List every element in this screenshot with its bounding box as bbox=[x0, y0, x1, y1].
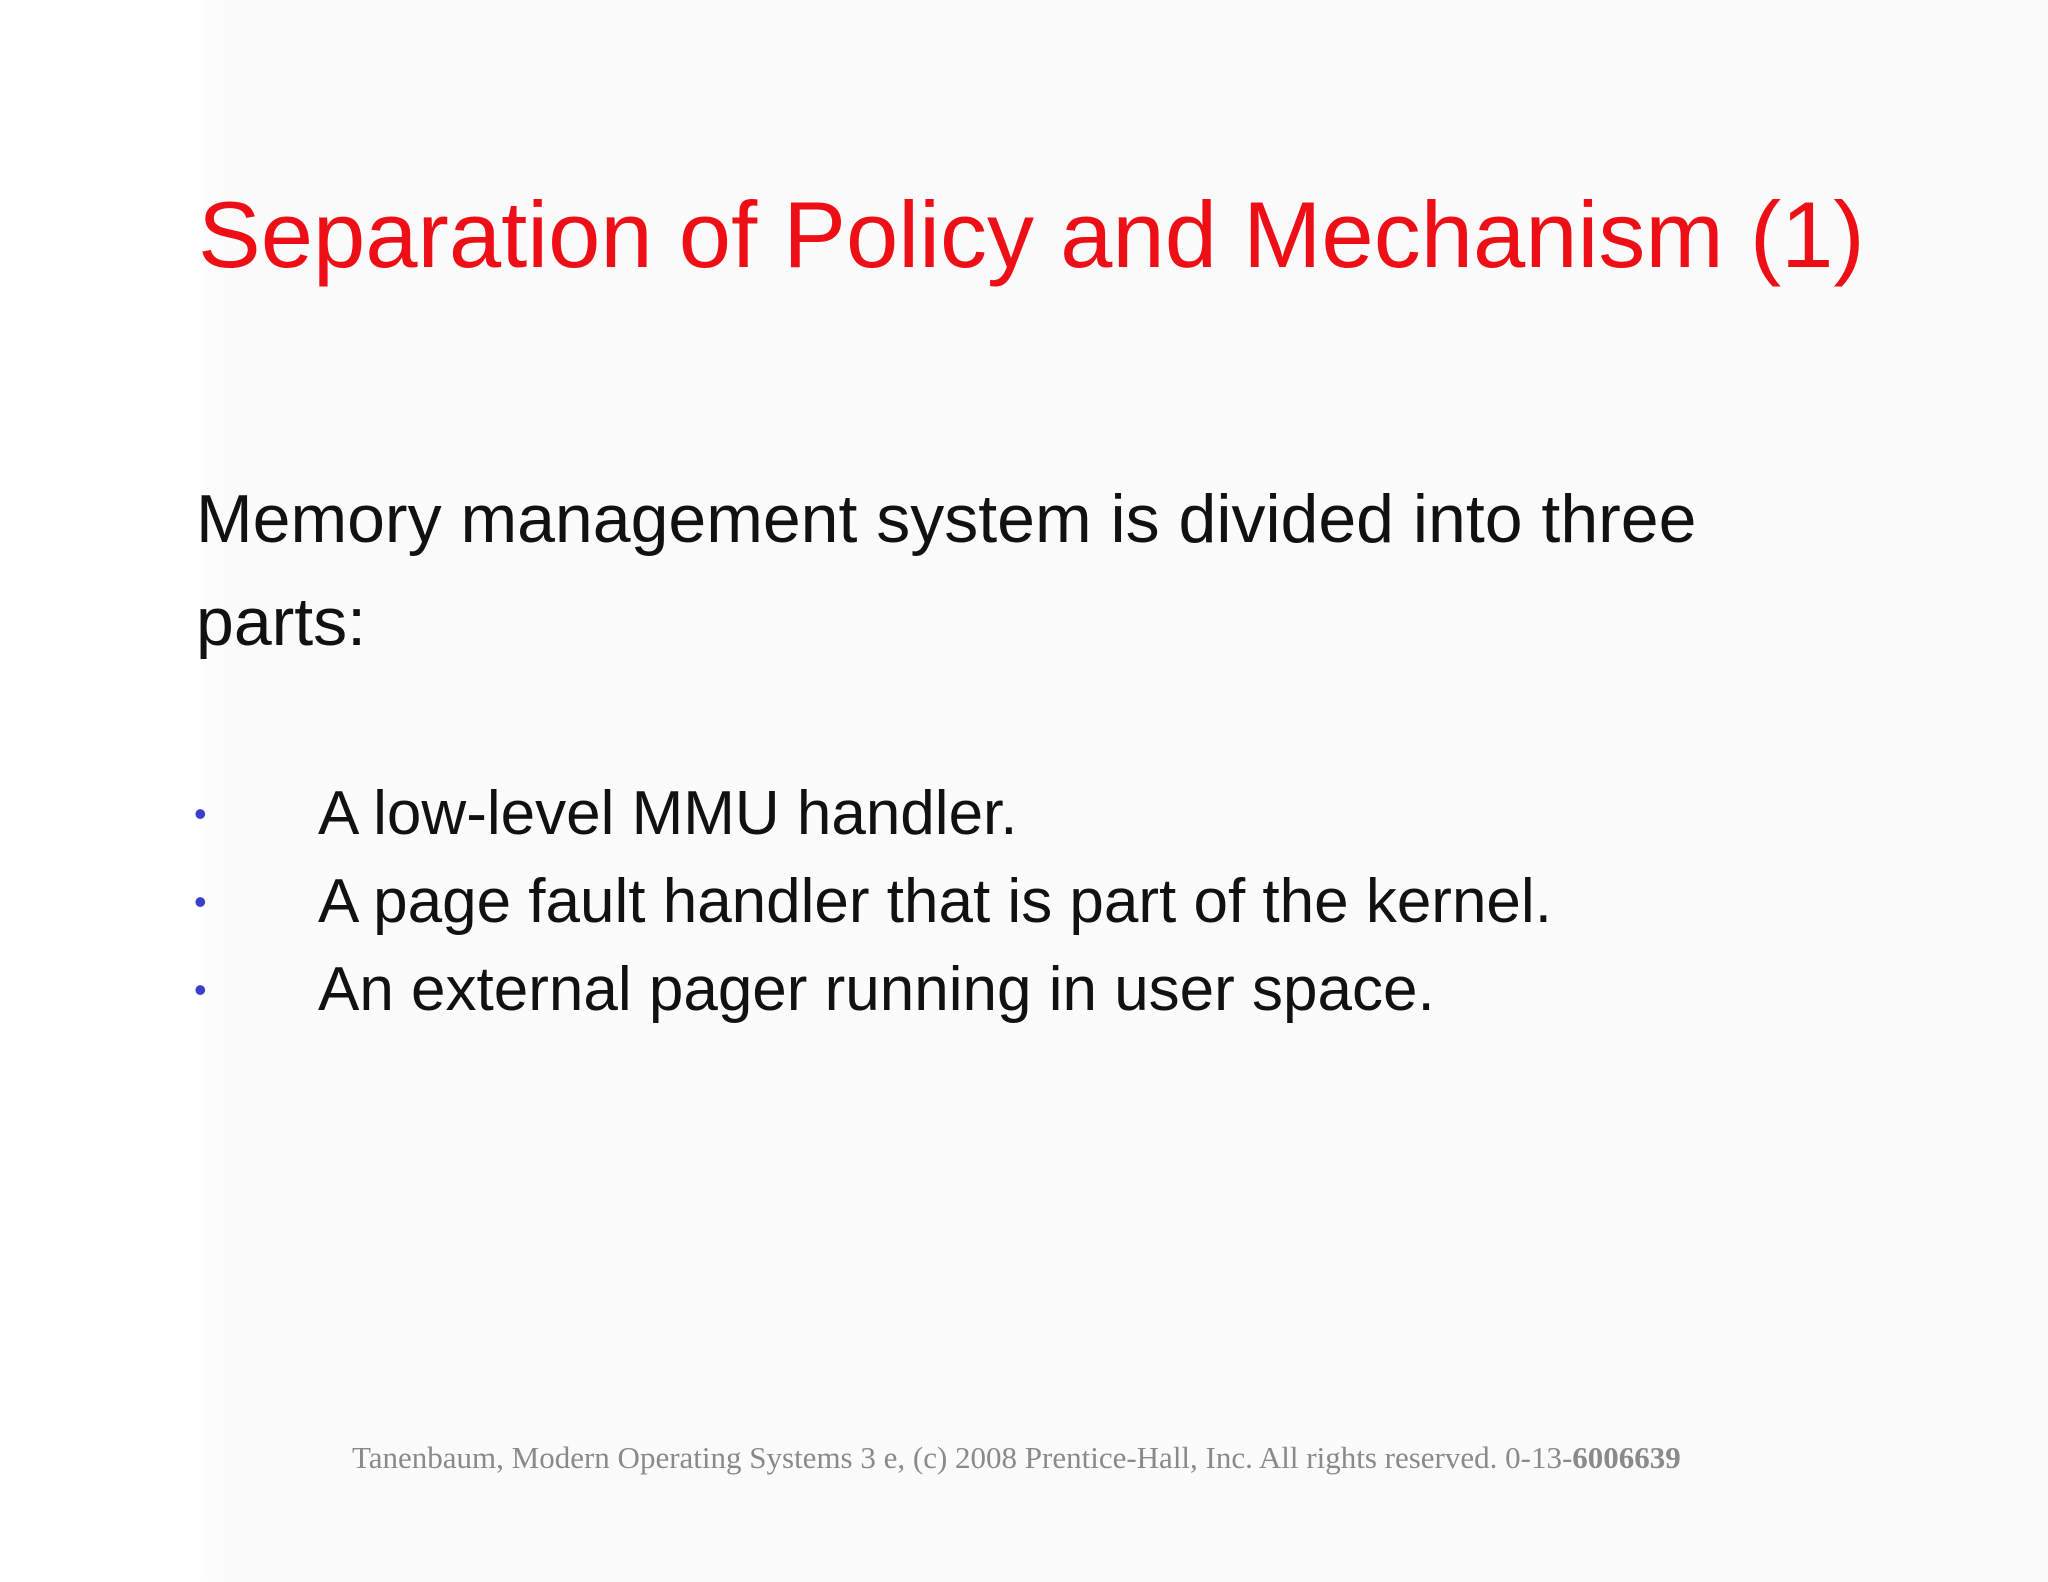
bullet-dot-icon: • bbox=[194, 881, 207, 922]
bullet-text: A page fault handler that is part of the kernel. bbox=[318, 867, 1552, 936]
footer-isbn: 6006639 bbox=[1572, 1440, 1681, 1475]
slide-title: Separation of Policy and Mechanism (1) bbox=[198, 182, 1865, 287]
bullet-text: An external pager running in user space. bbox=[318, 955, 1435, 1024]
bullet-dot-icon: • bbox=[194, 969, 207, 1010]
footer-text: Tanenbaum, Modern Operating Systems 3 e, (c) 2008 Prentice-Hall, Inc. All rights reserved. 0-13- bbox=[352, 1440, 1573, 1475]
bullet-dot-icon: • bbox=[194, 793, 207, 834]
bullet-text: A low-level MMU handler. bbox=[318, 779, 1018, 848]
intro-paragraph: Memory management system is divided into three parts: bbox=[196, 481, 1697, 660]
copyright-footer bbox=[352, 1440, 1681, 1476]
